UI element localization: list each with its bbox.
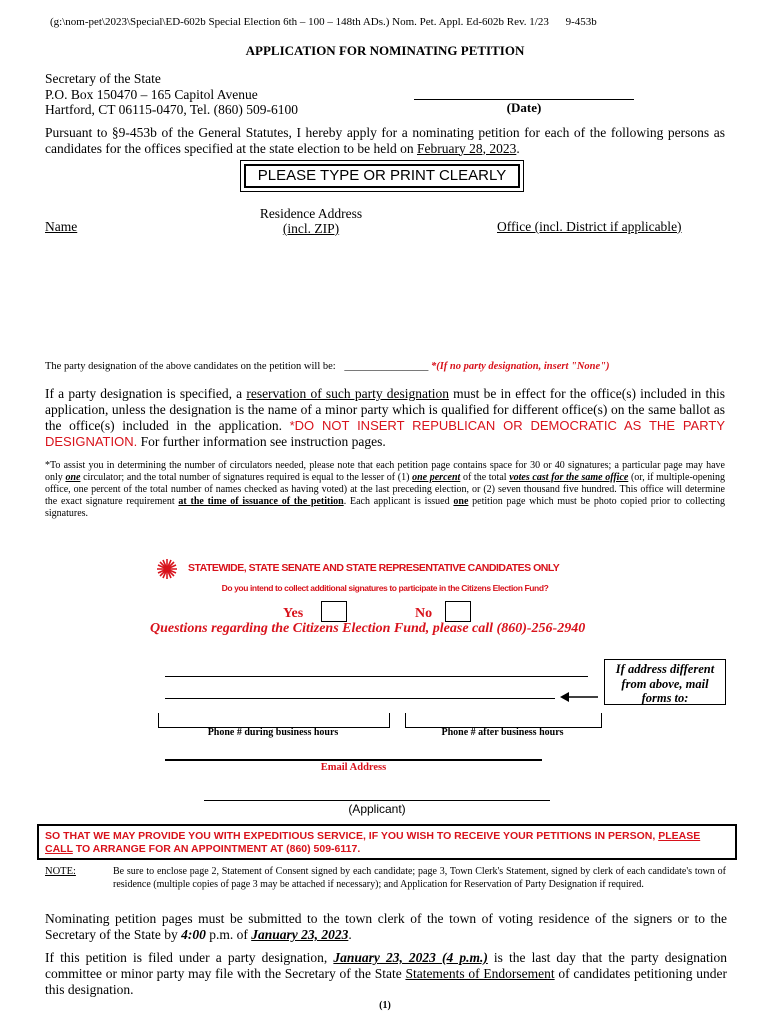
circ-text3: of the total [460, 472, 510, 483]
email-label: Email Address [320, 762, 387, 773]
applicant-label: (Applicant) [348, 802, 406, 816]
circ-text4: (or, if multiple-opening office, one percent of the total number of names checked as having voted) at the last preceding election, or (2) seven thousand five hundred. This office will determine the exact signature requirement [45, 472, 726, 507]
submit-text1: Nominating petition pages must be submitted to the town clerk of the town of voting residence of the signers or to the Secretary of the State by [45, 911, 727, 942]
election-date: February 28, 2023 [416, 140, 517, 156]
party-designation-label: The party designation of the above candidates on the petition will be: [45, 361, 336, 372]
page-title: APPLICATION FOR NOMINATING PETITION [245, 43, 525, 58]
party-paragraph [45, 386, 725, 450]
address-line2: P.O. Box 150470 – 165 Capitol Avenue [45, 86, 258, 102]
residence-column-header [248, 206, 374, 236]
note-label: NOTE: [45, 866, 76, 877]
file-path: (g:\nom-pet\2023\Special\ED-602b Special Election 6th – 100 – 148th ADs.) Nom. Pet. Appl. Ed-602b Rev. 1/23 [50, 16, 549, 28]
service-please-call: PLEASE CALL [45, 830, 701, 855]
intro-text: Pursuant to §9-453b of the General Statutes, I hereby apply for a nominating petition for each of the following persons as candidates for the offices specified at the state election to be held on [45, 125, 725, 156]
form-number: 9-453b [565, 16, 597, 28]
circ-one1: one [65, 472, 81, 483]
party-designation-field[interactable]: ________________ [344, 361, 429, 372]
party-para-text1: If a party designation is specified, a [45, 386, 247, 401]
circ-text6: petition page which must be photo copied prior to collecting signatures. [45, 496, 726, 519]
circ-text5: . Each applicant is issued [343, 496, 454, 507]
intro-paragraph [45, 125, 725, 156]
submit-text2: p.m. of [205, 927, 252, 942]
submit-paragraph [45, 911, 727, 943]
yes-checkbox[interactable] [321, 601, 347, 622]
mail-note-box [604, 659, 726, 705]
intro-end: . [516, 140, 520, 156]
party-para-warning: *DO NOT INSERT REPUBLICAN OR DEMOCRATIC AS THE PARTY DESIGNATION. [45, 418, 725, 449]
email-field-line[interactable] [165, 759, 542, 761]
date-label: (Date) [506, 100, 542, 115]
mail-note-line3: forms to: [641, 691, 689, 705]
cef-question: Do you intend to collect additional signatures to participate in the Citizens Election Fund? [221, 583, 549, 593]
circ-votes-cast: votes cast for the same office [509, 472, 629, 483]
filed-text1: If this petition is filed under a party designation, [45, 950, 334, 965]
party-none-note: *(If no party designation, insert "None") [430, 361, 610, 372]
arrow-left-icon [560, 691, 598, 703]
file-path-header [50, 16, 597, 28]
mail-note-line2: from above, mail [621, 676, 709, 691]
phone-after-field[interactable] [405, 713, 602, 728]
cef-questions-line: Questions regarding the Citizens Election Fund, please call (860)-256-2940 [150, 621, 586, 636]
party-para-underlined: reservation of such party designation [246, 386, 449, 401]
service-notice-box [37, 824, 737, 860]
phone-business-label: Phone # during business hours [207, 727, 339, 738]
party-para-text3: For further information see instruction pages. [137, 434, 386, 449]
cef-heading: STATEWIDE, STATE SENATE AND STATE REPRESENTATIVE CANDIDATES ONLY [188, 562, 560, 574]
service-text2: TO ARRANGE FOR AN APPOINTMENT AT (860) 509-6117. [72, 843, 361, 855]
name-column-header: Name [45, 219, 78, 234]
phone-after-label: Phone # after business hours [441, 727, 564, 738]
circ-one-percent: one percent [412, 472, 461, 483]
filed-date: January 23, 2023 (4 p.m.) [333, 950, 488, 965]
party-para-text2: must be in effect for the office(s) included in this application, unless the designation is the name of a minor party which is qualified for different office(s) on the same ballot as the office(s) included in the application. [45, 386, 725, 433]
no-label: No [415, 606, 433, 621]
print-clearly-box [240, 160, 524, 192]
address-line1: Secretary of the State [45, 71, 161, 86]
filed-statements: Statements of Endorsement [405, 966, 555, 981]
submit-text3: . [348, 927, 352, 942]
filed-text3: of candidates petitioning under this designation. [45, 966, 728, 997]
phone-business-field[interactable] [158, 713, 390, 728]
mail-address-line1[interactable] [165, 676, 588, 677]
yes-label: Yes [283, 606, 304, 621]
circulators-paragraph [45, 460, 725, 520]
mail-note-line1: If address different [615, 662, 715, 676]
submit-time: 4:00 [181, 927, 206, 942]
circ-text1: *To assist you in determining the number of circulators needed, please note that each petition page contains space for 30 or 40 signatures; a particular page may have only [45, 460, 725, 483]
filed-text2: is the last day that the party designation committee or minor party may file with the Secretary of the State [45, 950, 727, 981]
address-block [45, 71, 298, 118]
page-number: (1) [379, 1000, 391, 1011]
filed-paragraph [45, 950, 727, 998]
residence-header-line2: (incl. ZIP) [282, 221, 340, 236]
applicant-signature-line[interactable] [204, 800, 550, 801]
party-designation-row [45, 361, 609, 372]
mail-address-line2[interactable] [165, 698, 555, 699]
circ-at-time: at the time of issuance of the petition [178, 496, 344, 507]
office-column-header: Office (incl. District if applicable) [497, 219, 682, 234]
circ-text2: circulator; and the total number of signatures required is equal to the lesser of (1) [80, 472, 413, 483]
circ-one2: one [453, 496, 469, 507]
no-checkbox[interactable] [445, 601, 471, 622]
print-clearly-label: PLEASE TYPE OR PRINT CLEARLY [244, 164, 520, 188]
service-text1: SO THAT WE MAY PROVIDE YOU WITH EXPEDITIOUS SERVICE, IF YOU WISH TO RECEIVE YOUR PETITIONS IN PERSON, [45, 830, 659, 842]
residence-header-line1: Residence Address [259, 206, 363, 221]
note-text: Be sure to enclose page 2, Statement of Consent signed by each candidate; page 3, Town Clerk's Statement, signed by clerk of each candidate's town of residence (multiple copies of page 3 may be attached if necessary); and Application for Reservation of Party Designation if required. [113, 866, 726, 890]
address-line3: Hartford, CT 06115-0470, Tel. (860) 509-6100 [45, 102, 299, 117]
starburst-icon [156, 558, 178, 580]
submit-date: January 23, 2023 [251, 927, 349, 942]
